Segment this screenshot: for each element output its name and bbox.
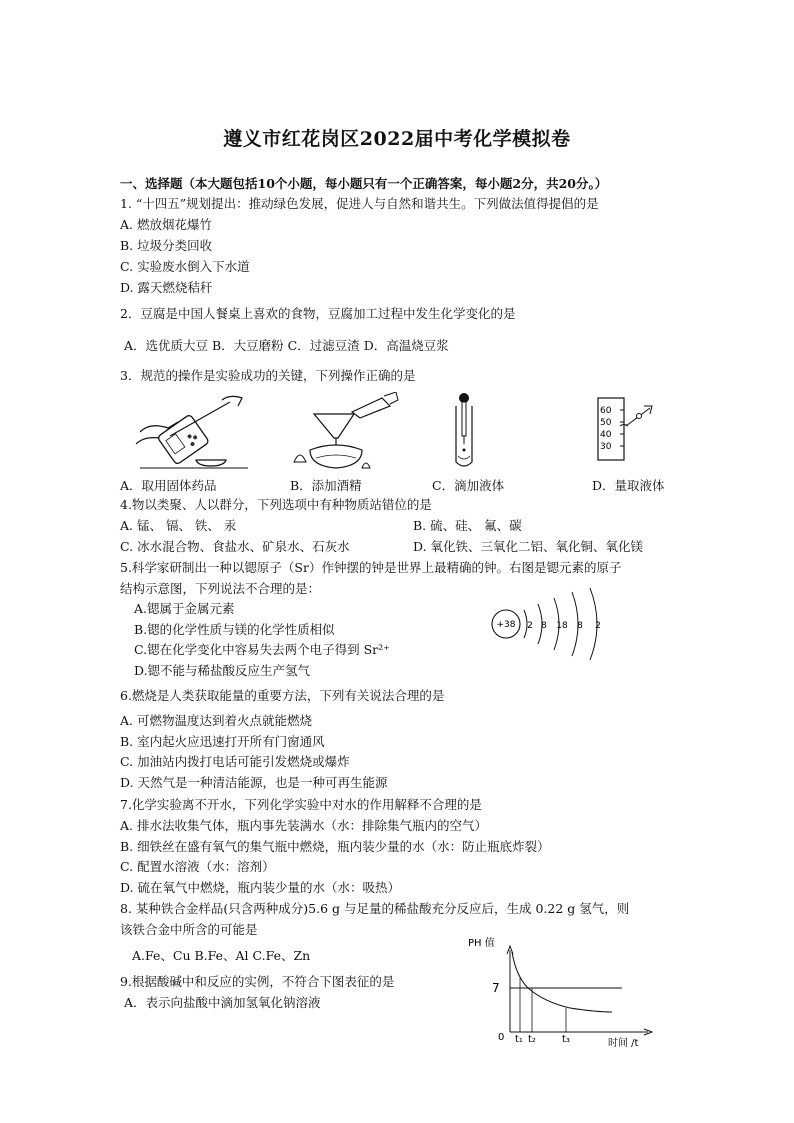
q8-options: A.Fe、Cu B.Fe、Al C.Fe、Zn <box>132 948 311 963</box>
tick-60: 60 <box>600 406 612 416</box>
q5-option-b: B.锶的化学性质与镁的化学性质相似 <box>134 622 335 637</box>
q4-stem: 4.物以类聚、人以群分，下列选项中有种物质站错位的是 <box>120 497 432 512</box>
nucleus-label: +38 <box>496 620 516 630</box>
q3-option-d: D．量取液体 <box>592 478 665 493</box>
q5-stem-line2: 结构示意图，下列说法不合理的是： <box>120 581 321 596</box>
q5-option-c: C.锶在化学变化中容易失去两个电子得到 Sr²⁺ <box>134 642 390 657</box>
q4-option-c: C. 冰水混合物、食盐水、矿泉水、石灰水 <box>120 539 350 554</box>
q6-option-a: A. 可燃物温度达到着火点就能燃烧 <box>120 713 312 728</box>
section-heading: 一、选择题（本大题包括10个小题，每小题只有一个正确答案，每小题2分，共20分。） <box>120 176 608 191</box>
tick-40: 40 <box>600 430 612 440</box>
q1-option-a: A. 燃放烟花爆竹 <box>120 217 212 232</box>
q7-option-d: D. 硫在氧气中燃烧，瓶内装少量的水（水：吸热） <box>120 880 401 895</box>
q1-option-c: C. 实验废水倒入下水道 <box>120 259 250 274</box>
q6-option-d: D. 天然气是一种清洁能源，也是一种可再生能源 <box>120 775 388 790</box>
shell-2: 8 <box>541 621 547 631</box>
q8-stem-line2: 该铁合金中所含的可能是 <box>120 922 258 937</box>
q1-option-d: D. 露天燃烧秸秆 <box>120 280 213 295</box>
q7-stem: 7.化学实验离不开水，下列化学实验中对水的作用解释不合理的是 <box>120 797 482 812</box>
q3-stem: 3．规范的操作是实验成功的关键，下列操作正确的是 <box>120 368 416 383</box>
q3-option-a: A．取用固体药品 <box>120 478 217 493</box>
q6-option-b: B. 室内起火应迅速打开所有门窗通风 <box>120 734 325 749</box>
q9-stem: 9.根据酸碱中和反应的实例，不符合下图表征的是 <box>120 974 395 989</box>
solid-reagent-figure <box>130 392 250 472</box>
shell-3: 18 <box>556 621 568 631</box>
dropper-figure <box>450 392 490 472</box>
q4-option-d: D. 氧化铁、三氧化二铝、氧化铜、氧化镁 <box>413 539 644 554</box>
q1-stem: 1. “十四五”规划提出：推动绿色发展，促进人与自然和谐共生。下列做法值得提倡的是 <box>120 196 599 211</box>
graph-xlabel: 时间 /t <box>608 1038 639 1048</box>
graph-y7-label: 7 <box>492 981 500 995</box>
graph-origin-label: 0 <box>498 1032 505 1043</box>
q9-option-a: A．表示向盐酸中滴加氢氧化钠溶液 <box>124 995 321 1010</box>
strontium-atom-diagram <box>486 586 616 662</box>
graph-t3-label: t₃ <box>562 1034 570 1045</box>
q7-option-b: B. 细铁丝在盛有氧气的集气瓶中燃烧，瓶内装少量的水（水：防止瓶底炸裂） <box>120 839 550 854</box>
q3-option-b: B．添加酒精 <box>290 478 362 493</box>
exam-title: 遵义市红花岗区2022届中考化学模拟卷 <box>223 128 571 150</box>
tick-50: 50 <box>600 418 612 428</box>
q4-option-b: B. 硫、硅、 氟、碳 <box>413 518 522 533</box>
q4-option-a: A. 锰、 镉、 铁、 汞 <box>120 518 237 533</box>
graph-ylabel: PH 值 <box>468 938 495 949</box>
graph-t2-label: t₂ <box>528 1034 536 1045</box>
q7-option-c: C. 配置水溶液（水：溶剂） <box>120 859 275 874</box>
q3-option-c: C．滴加液体 <box>432 478 505 493</box>
alcohol-lamp-figure <box>290 392 400 472</box>
q2-stem: 2．豆腐是中国人餐桌上喜欢的食物，豆腐加工过程中发生化学变化的是 <box>120 306 516 321</box>
shell-1: 2 <box>527 621 533 631</box>
graph-t1-label: t₁ <box>515 1034 523 1045</box>
q5-option-d: D.锶不能与稀盐酸反应生产氢气 <box>134 663 311 678</box>
shell-5: 2 <box>595 621 601 631</box>
q8-stem-line1: 8. 某种铁合金样品(只含两种成分)5.6 g 与足量的稀盐酸充分反应后，生成 0.22 g 氢气，则 <box>120 901 630 916</box>
q5-option-a: A.锶属于金属元素 <box>134 601 235 616</box>
tick-30: 30 <box>600 442 612 452</box>
q1-option-b: B. 垃圾分类回收 <box>120 238 213 253</box>
q6-stem: 6.燃烧是人类获取能量的重要方法，下列有关说法合理的是 <box>120 688 445 703</box>
shell-4: 8 <box>577 621 583 631</box>
graduated-cylinder-figure <box>590 396 660 464</box>
q2-options: A．选优质大豆 B．大豆磨粉 C．过滤豆渣 D．高温烧豆浆 <box>124 338 449 353</box>
q7-option-a: A. 排水法收集气体，瓶内事先装满水（水：排除集气瓶内的空气） <box>120 818 487 833</box>
q5-stem-line1: 5.科学家研制出一种以锶原子（Sr）作钟摆的钟是世界上最精确的钟。右图是锶元素的原子 <box>120 560 622 575</box>
ph-time-graph <box>462 932 666 1048</box>
q6-option-c: C. 加油站内拨打电话可能引发燃烧或爆炸 <box>120 754 350 769</box>
